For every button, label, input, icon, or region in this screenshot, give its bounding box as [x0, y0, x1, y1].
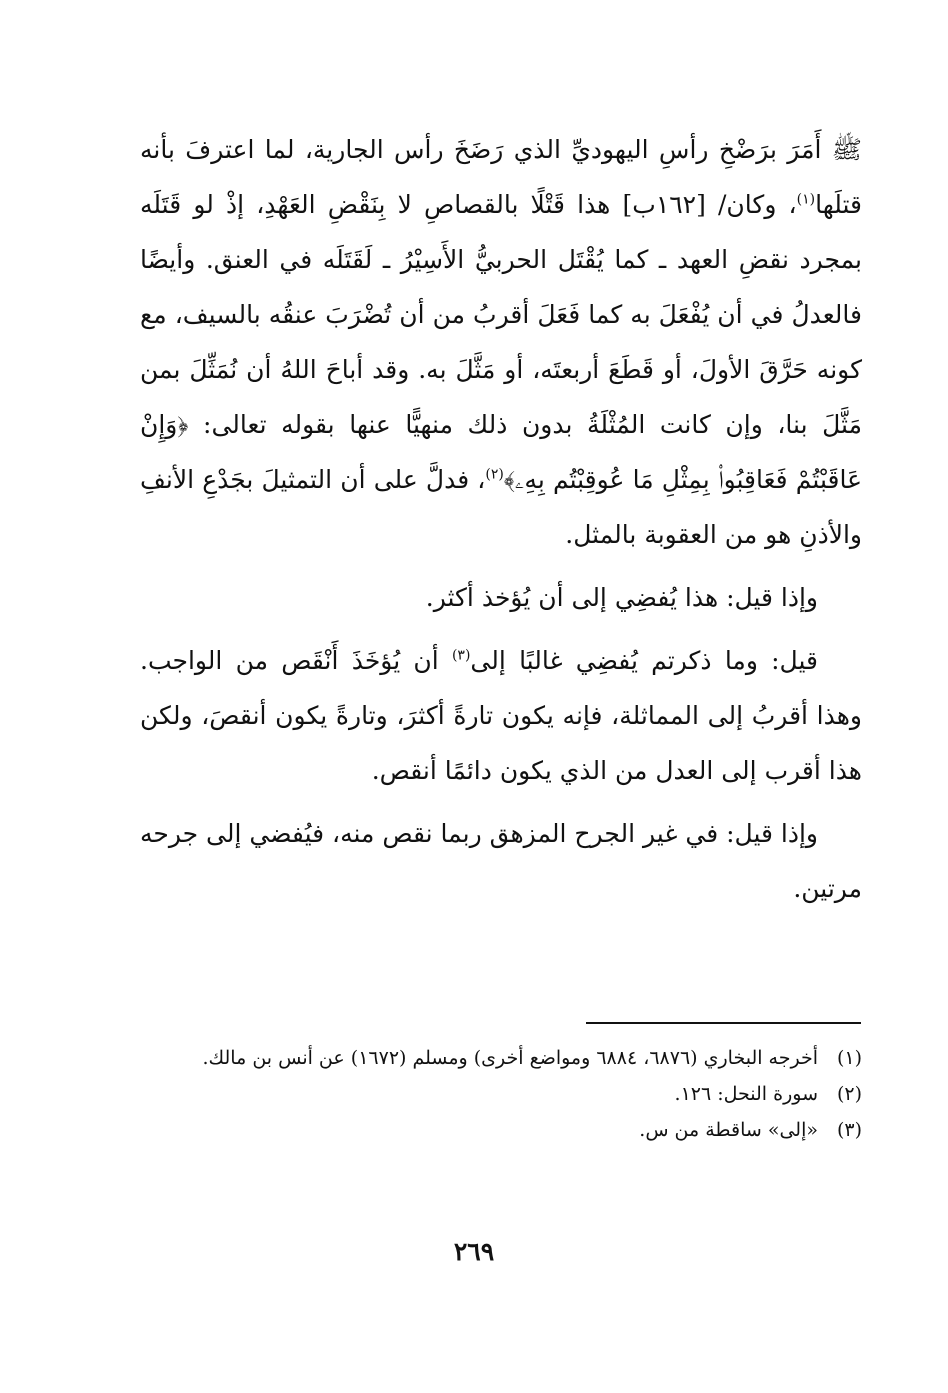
paragraph-1-part-1: ﷺ أَمَرَ برَضْخِ رأسِ اليهوديِّ الذي رَضَخَ رأس الجارية، لما اعترفَ بأنه قتلَها	[140, 135, 862, 219]
footnote-1	[140, 1040, 862, 1076]
footnote-ref-2: (٢)	[485, 466, 504, 483]
footnote-text: أخرجه البخاري (٦٨٧٦، ٦٨٨٤ ومواضع أخرى) ومسلم (١٦٧٢) عن أنس بن مالك.	[202, 1047, 818, 1069]
footnote-3	[140, 1112, 862, 1148]
main-text	[140, 122, 862, 916]
paragraph-3	[140, 633, 862, 798]
footnotes	[140, 1040, 862, 1148]
footnote-number: (٣)	[836, 1119, 862, 1141]
footnote-text: «إلى» ساقطة من س.	[639, 1119, 818, 1141]
footnote-number: (٢)	[836, 1083, 862, 1105]
paragraph-1-part-2: ، وكان/ [١٦٢ب] هذا قَتْلًا بالقصاصِ لا بِنَقْضِ العَهْدِ، إذْ لو قَتَلَه بمجرد نقضِ العهد ـ كما يُقْتَل الحربيُّ الأَسِيْرُ ـ لَقَتَلَه في العنق. وأيضًا فالعدلُ في أن يُفْعَلَ به كما فَعَلَ أقربُ من أن تُضْرَبَ عنقُه بالسيف، مع كونه حَرَّقَ الأولَ، أو قَطَعَ أربعتَه، أو مَثَّلَ به. وقد أباحَ اللهُ أن نُمَثِّلَ بمن مَثَّلَ بنا، وإن كانت المُثْلَةُ بدون ذلك منهيًّا عنها بقوله تعالى: ﴿وَإِنْ عَاقَبْتُمْ فَعَاقِبُوا۟ بِمِثْلِ مَا عُوقِبْتُم بِهِۦ﴾	[140, 190, 862, 494]
page-number: ٢٦٩	[453, 1237, 495, 1266]
footnote-number: (١)	[836, 1047, 862, 1069]
footnote-separator	[586, 1022, 861, 1024]
paragraph-3-part-1: قيل: وما ذكرتم يُفضِي غالبًا إلى	[470, 646, 818, 675]
paragraph-4: وإذا قيل: في غير الجرح المزهق ربما نقص منه، فيُفضي إلى جرحه مرتين.	[140, 819, 862, 903]
footnote-text: سورة النحل: ١٢٦.	[674, 1083, 818, 1105]
footnote-ref-1: (١)	[796, 191, 816, 208]
paragraph-1	[140, 122, 862, 562]
paragraph-1-part-3: ، فدلَّ على أن التمثيلَ بجَدْعِ الأنفِ والأذنِ هو من العقوبة بالمثل.	[140, 465, 862, 549]
footnote-ref-3: (٣)	[451, 647, 471, 664]
paragraph-3-part-2: أن يُؤخَذَ أَنْقَص من الواجب. وهذا أقربُ إلى المماثلة، فإنه يكون تارةً أكثرَ، وتارةً يكون أنقصَ، ولكن هذا أقرب إلى العدل من الذي يكون دائمًا أنقص.	[140, 646, 862, 785]
footnote-2	[140, 1076, 862, 1112]
paragraph-2: وإذا قيل: هذا يُفضِي إلى أن يُؤخذ أكثر.	[425, 583, 818, 612]
